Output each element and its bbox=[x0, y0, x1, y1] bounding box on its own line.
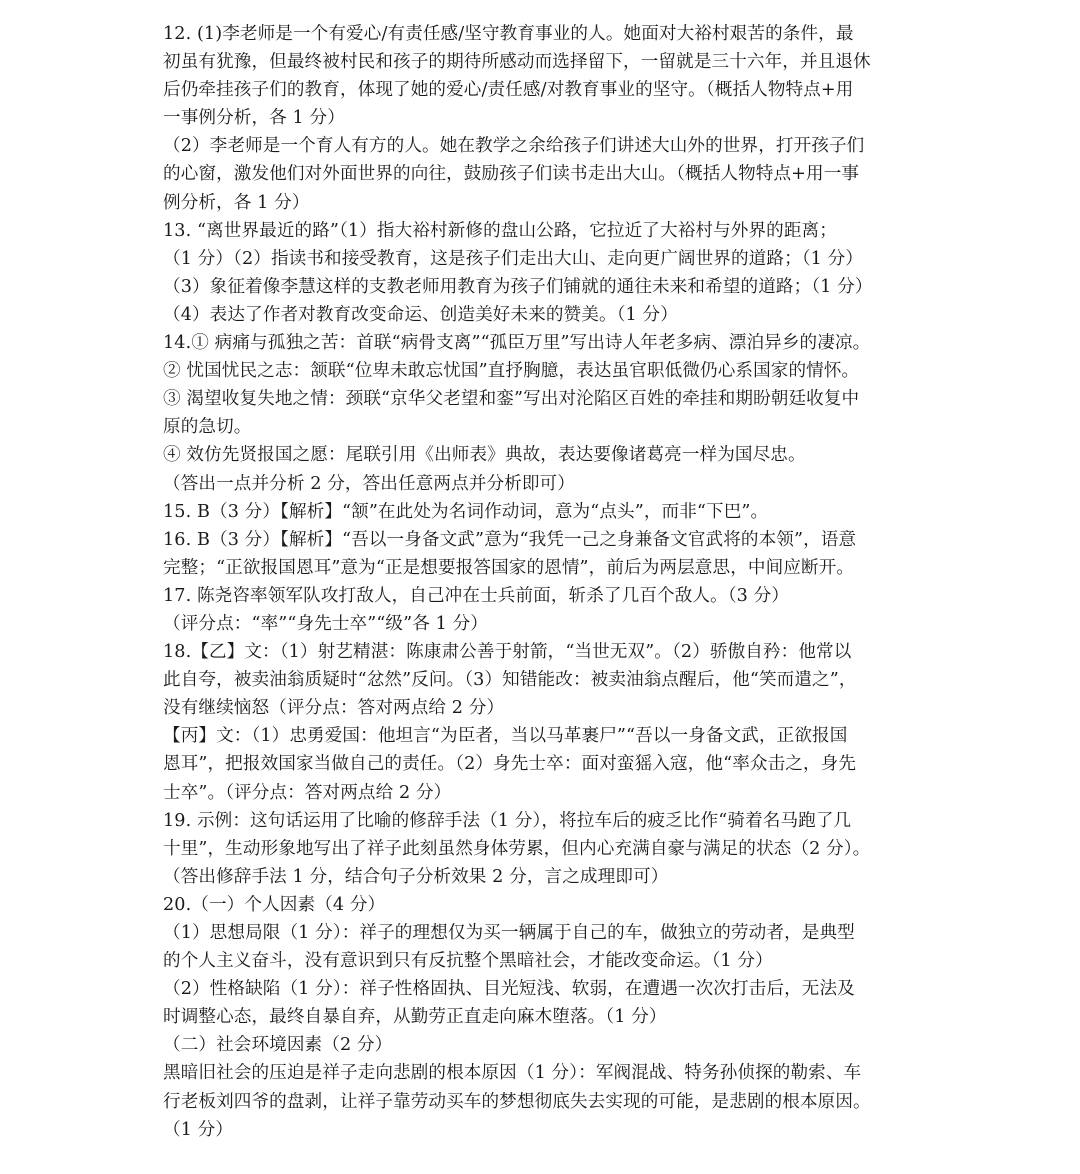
text-line: 20.（一）个人因素（4 分） bbox=[163, 894, 386, 915]
text-line: 没有继续恼怒（评分点：答对两点给 2 分） bbox=[163, 698, 505, 719]
text-line: 【丙】文：（1）忠勇爱国：他坦言“为臣者，当以马革裹尸”“吾以一身备文武，正欲报国 bbox=[163, 726, 848, 747]
text-line: 士卒”。（评分点：答对两点给 2 分） bbox=[163, 782, 452, 803]
text-line: 行老板刘四爷的盘剥，让祥子靠劳动买车的梦想彻底失去实现的可能，是悲剧的根本原因。 bbox=[163, 1091, 871, 1112]
text-line: 十里”，生动形象地写出了祥子此刻虽然身体劳累，但内心充满自豪与满足的状态（2 分）。 bbox=[163, 838, 871, 859]
text-line: 16. B（3 分）【解析】“吾以一身备文武”意为“我凭一己之身兼备文官武将的本领”，语意 bbox=[163, 529, 857, 550]
text-line: 的个人主义奋斗，没有意识到只有反抗整个黑暗社会，才能改变命运。（1 分） bbox=[163, 951, 773, 972]
text-line: 19. 示例：这句话运用了比喻的修辞手法（1 分），将拉车后的疲乏比作“骑着名马跑了几 bbox=[163, 810, 852, 831]
text-line: 一事例分析，各 1 分） bbox=[163, 108, 345, 129]
text-line: 恩耳”，把报效国家当做自己的责任。（2）身先士卒：面对蛮猺入寇，他“率众击之，身先 bbox=[163, 754, 857, 775]
text-line: 完整；“正欲报国恩耳”意为“正是想要报答国家的恩情”，前后为两层意思，中间应断开。 bbox=[163, 557, 855, 578]
text-line: 原的急切。 bbox=[163, 417, 252, 438]
text-line: （1）思想局限（1 分）：祥子的理想仅为买一辆属于自己的车，做独立的劳动者，是典型 bbox=[163, 923, 855, 943]
text-line: （1 分）（2）指读书和接受教育，这是孩子们走出大山、走向更广阔世界的道路；（1 分） bbox=[163, 248, 864, 269]
text-line: （答出一点并分析 2 分，答出任意两点并分析即可） bbox=[163, 473, 575, 494]
text-line: ② 忧国忧民之志：颔联“位卑未敢忘忧国”直抒胸臆，表达虽官职低微仍心系国家的情怀。 bbox=[163, 361, 860, 382]
text-line: （3）象征着像李慧这样的支教老师用教育为孩子们铺就的通往未来和希望的道路；（1 分） bbox=[163, 276, 873, 297]
text-line: 时调整心态，最终自暴自弃，从勤劳正直走向麻木堕落。（1 分） bbox=[163, 1007, 667, 1028]
text-line: （1 分） bbox=[163, 1119, 234, 1140]
text-line: （4）表达了作者对教育改变命运、创造美好未来的赞美。（1 分） bbox=[163, 304, 678, 325]
text-line: （评分点：“率”“身先士卒”“级”各 1 分） bbox=[163, 613, 488, 634]
text-line: 18.【乙】文：（1）射艺精湛：陈康肃公善于射箭，“当世无双”。（2）骄傲自矜：他常以 bbox=[163, 642, 852, 663]
text-line: （2）性格缺陷（1 分）：祥子性格固执、目光短浅、软弱，在遭遇一次次打击后，无法及 bbox=[163, 979, 855, 1000]
text-line: 黑暗旧社会的压迫是祥子走向悲剧的根本原因（1 分）：军阀混战、特务孙侦探的勒索、车 bbox=[163, 1063, 862, 1084]
answer-text-block bbox=[163, 20, 923, 1144]
text-line: 12. (1)李老师是一个有爱心/有责任感/坚守教育事业的人。她面对大裕村艰苦的条件，最 bbox=[163, 24, 854, 44]
text-line: 例分析，各 1 分） bbox=[163, 192, 310, 213]
text-line: ④ 效仿先贤报国之愿：尾联引用《出师表》典故，表达要像诸葛亮一样为国尽忠。 bbox=[163, 445, 806, 466]
text-line: 14.① 病痛与孤独之苦：首联“病骨支离”“孤臣万里”写出诗人年老多病、漂泊异乡的凄凉。 bbox=[163, 333, 871, 354]
text-line: 初虽有犹豫，但最终被村民和孩子的期待所感动而选择留下，一留就是三十六年，并且退休 bbox=[163, 52, 871, 73]
text-line: ③ 渴望收复失地之情：颈联“京华父老望和銮”写出对沦陷区百姓的牵挂和期盼朝廷收复中 bbox=[163, 389, 860, 410]
text-line: 13. “离世界最近的路”（1）指大裕村新修的盘山公路，它拉近了大裕村与外界的距离； bbox=[163, 220, 837, 241]
text-line: （二）社会环境因素（2 分） bbox=[163, 1035, 393, 1056]
text-line: 此自夸，被卖油翁质疑时“忿然”反问。（3）知错能改：被卖油翁点醒后，他“笑而遣之”， bbox=[163, 670, 857, 691]
text-line: 15. B（3 分）【解析】“颔”在此处为名词作动词，意为“点头”，而非“下巴”。 bbox=[163, 501, 769, 522]
text-line: 后仍牵挂孩子们的教育，体现了她的爱心/责任感/对教育事业的坚守。（概括人物特点+用 bbox=[163, 80, 854, 101]
text-line: 的心窗，激发他们对外面世界的向往，鼓励孩子们读书走出大山。（概括人物特点+用一事 bbox=[163, 164, 860, 185]
text-line: （2）李老师是一个育人有方的人。她在教学之余给孩子们讲述大山外的世界，打开孩子们 bbox=[163, 136, 865, 157]
text-line: （答出修辞手法 1 分，结合句子分析效果 2 分，言之成理即可） bbox=[163, 866, 669, 887]
text-line: 17. 陈尧咨率领军队攻打敌人，自己冲在士兵前面，斩杀了几百个敌人。（3 分） bbox=[163, 585, 790, 606]
